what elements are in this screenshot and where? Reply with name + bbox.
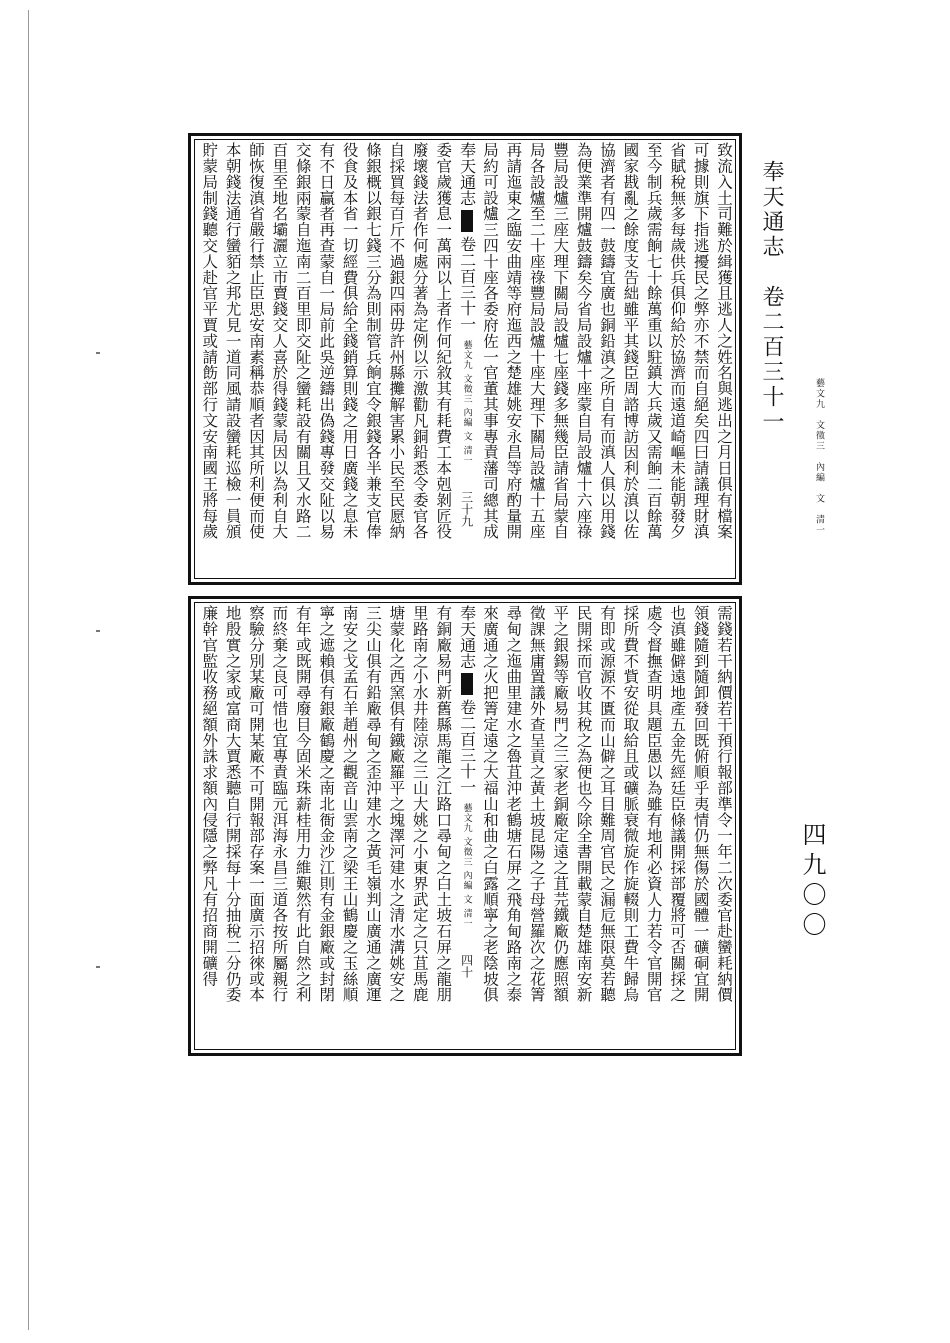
text-column: 百里至地名壩灑立市賣錢交人喜於得錢蒙局因以為利自大: [270, 142, 289, 540]
text-column: 有銅廠易門新舊縣馬龍之江路口尋甸之白土坡石屏之龍朋: [434, 605, 453, 1003]
fold-black-bar: [461, 210, 473, 232]
text-column: 交條銀兩蒙自迤南二百里即交阯之蠻耗設有關且又水路二: [293, 142, 312, 540]
text-column: 處令督撫查明具題臣愚以為雖有地利必資人力若令官開官: [644, 605, 663, 1003]
fold-volume: 卷二百三十一: [457, 236, 477, 332]
text-column: 察驗分別某廠可開某廠不可開報部存案一面廣示招徠或本: [247, 605, 265, 1003]
page-title: 奉天通志 卷二百三十一: [759, 160, 784, 435]
text-column: 里路南之小水井陸涼之三山大姚之小東界武定之只苴馬鹿: [410, 605, 429, 1003]
text-column: 至今制兵歲需餉七十餘萬重以駐鎮大兵歲又需餉二百餘萬: [644, 142, 663, 540]
text-column: 省賦稅無多每歲供兵俱仰給於協濟而遠道崎嶇未能朝發夕: [668, 142, 687, 540]
text-column: 有不日贏者再查蒙自一局前此吳逆鑄出偽錢專發交阯以易: [317, 142, 336, 540]
fold-volume: 卷二百三十一: [457, 699, 477, 795]
fold-page: 四十: [459, 954, 474, 979]
text-column: 師恢復滇省嚴行禁止臣思安南素稱恭順者因其所利便而使: [247, 142, 265, 540]
bottom-text-panel: [188, 596, 742, 1056]
text-column: 貯蒙局制錢聽交人赴官平賈或請飭部行文安南國王將每歲: [200, 142, 219, 540]
text-column: 自採買每百斤不過銀四兩毋許州縣攤解害累小民至民愿納: [387, 142, 406, 540]
text-column: 而終棄之良可惜也宜專責臨元洱海永昌三道各按所屬親行: [270, 605, 289, 1003]
page-subtitle: 藝文九 文徵三 內編 文 清一: [814, 378, 824, 536]
top-text-panel: [188, 133, 742, 585]
fold-title: 奉天通志: [457, 605, 477, 669]
text-column: 局約可設爐三四十座各委府佐一官董其事專責藩司總其成: [481, 142, 499, 540]
binding-line: [28, 10, 29, 1330]
text-column: 也滇雖僻遠地產五金先經廷臣條議開採部覆將可否關採之: [668, 605, 687, 1003]
text-column: 國家戡亂之餘度支告絀雖平其錢臣周諮博訪因利於滇以佐: [621, 142, 640, 540]
text-column: 民開採而官收其稅之為便也今除全書開載蒙自楚雄南安新: [574, 605, 593, 1003]
text-column: 致流入土司難於緝獲且逃人之姓名與逃出之月日俱有檔案: [715, 142, 733, 540]
text-column: 協濟者有四一鼓鑄宜廣也銅鉛滇之所自有而滇人俱以用錢: [598, 142, 616, 540]
text-column: 可據則旗下指逃擾民之弊亦不禁而自絕矣四曰請議理財滇: [691, 142, 710, 540]
text-column: 條銀概以銀七錢三分為則制管兵餉宜令銀錢各半兼支官俸: [364, 142, 382, 540]
text-column: 有即或源源不匱而山僻之耳目難周官民之漏卮無限莫若聽: [598, 605, 616, 1003]
fold-page: 三十九: [459, 491, 474, 528]
text-column: 需錢若干納價若干預行報部準令一年二次委官赴蠻耗納價: [715, 605, 733, 1003]
text-column: 役食及本省一切經費俱給全錢銷算則錢之用日廣錢之息未: [340, 142, 359, 540]
fold-section: 藝文九 文徵三 內編 文 清一: [461, 803, 472, 929]
text-column: 委官歲獲息一萬兩以上者作何紀敘其有耗費工本剋剝匠役: [434, 142, 453, 540]
text-column: 地殷實之家或富商大賈悉聽自行開採每十分抽稅二分仍委: [223, 605, 242, 1003]
text-column: 再請迤東之臨安曲靖等府迤西之楚雄姚安永昌等府酌量開: [504, 142, 523, 540]
scan-speck: [96, 352, 100, 354]
text-column: 局各設爐至二十座祿豐局設爐十座大理下關局設爐十五座: [527, 142, 546, 540]
text-column: 平之銀錫等廠易門之三家老銅廠定遠之苴芫鐵廠仍應照額: [551, 605, 570, 1003]
fold-section: 藝文九 文徵三 內編 文 清一: [461, 340, 472, 466]
text-column: 徵課無庸置議外查呈貢之黃土坡昆陽之子母營羅次之花箐: [527, 605, 546, 1003]
text-column: 南安之戈孟石羊趙州之觀音山雲南之梁王山鶴慶之玉絲順: [340, 605, 359, 1003]
fold-header: [458, 605, 476, 978]
scan-speck: [96, 966, 100, 968]
text-column: 採所費不貲安從取給且或礦脈衰微旋作旋輟則工費牛歸烏: [621, 605, 640, 1003]
text-column: 塘蒙化之西窯俱有鐵廠羅平之塊澤河建水之清水溝姚安之: [387, 605, 406, 1003]
text-column: 三尖山俱有鉛廠尋甸之歪沖建水之黃毛嶺判山廣通之廣運: [364, 605, 382, 1003]
scan-speck: [96, 630, 100, 632]
text-column: 來廣通之火把箐定遠之大福山和曲之白露順寧之老陰坡俱: [481, 605, 499, 1003]
text-column: 尋甸之迤曲里建水之魯苴沖老鶴塘石屏之飛角甸路南之泰: [504, 605, 523, 1003]
text-column: 寧之遮賴俱有銀廠鶴慶之南北衙金沙江則有金銀廠或封閉: [317, 605, 336, 1003]
text-column: 豐局設爐三座大理下關局設爐七座錢多無幾臣請省局蒙自: [551, 142, 570, 540]
text-column: 廢壞錢法者作何處分著為定例以示激勸凡銅鉛悉令委官各: [410, 142, 429, 540]
fold-header: [458, 142, 476, 527]
fold-title: 奉天通志: [457, 142, 477, 206]
page-number: 四九〇〇: [798, 822, 826, 942]
text-column: 領錢隨到隨卸發回既俯順乎夷情仍無傷於國體一礦硐宜開: [691, 605, 710, 1003]
fold-black-bar: [461, 673, 473, 695]
text-column: 本朝錢法通行蠻貊之邦尤見一道同風請設蠻耗巡檢一員頒: [223, 142, 242, 540]
text-column: 廉幹官監收務絕額外誅求額內侵隱之弊凡有招商開礦得: [200, 605, 219, 987]
text-column: 有年或既開尋廢目今固米珠薪桂用力維艱然有此自然之利: [293, 605, 312, 1003]
text-column: 為便業準開爐鼓鑄矣今省局設爐十座蒙自局設爐十六座祿: [574, 142, 593, 540]
